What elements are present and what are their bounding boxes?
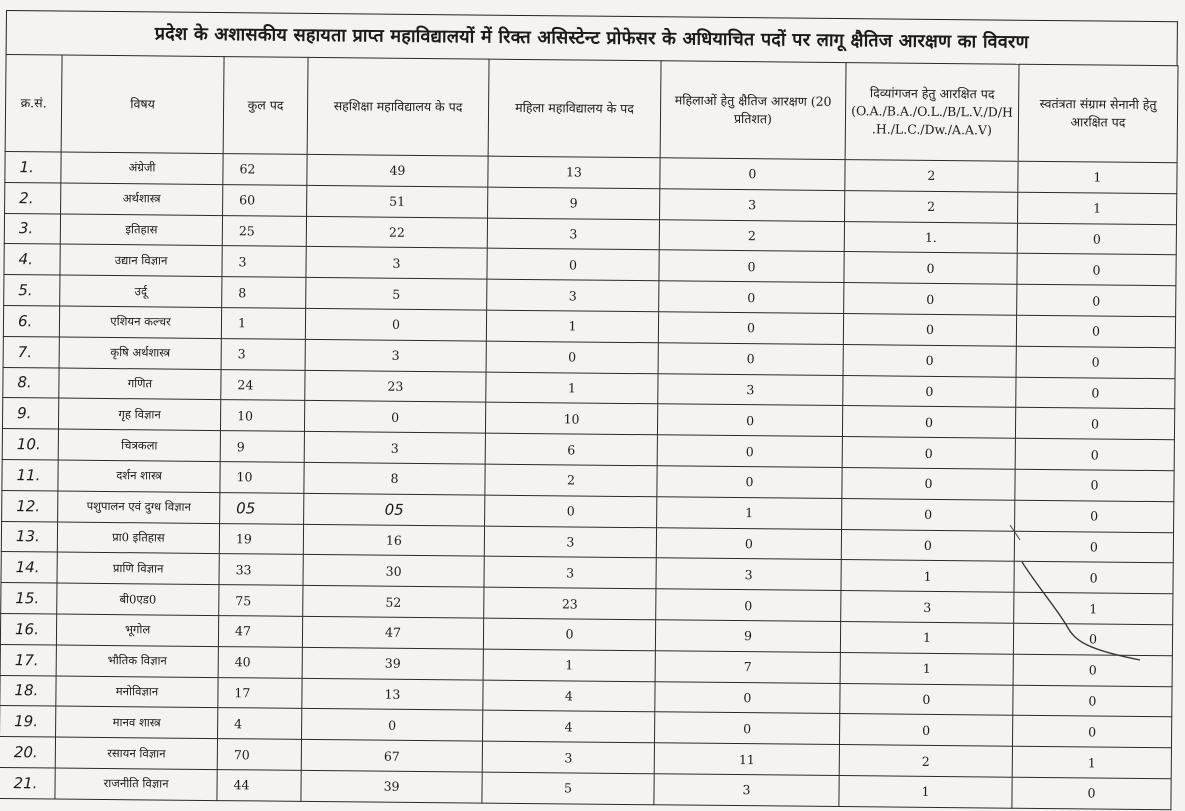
cell-divyang-reservation: 2 [845,160,1018,192]
cell-freedom-fighter-reservation: 1 [1012,746,1171,778]
cell-subject: एशियन कल्चर [59,306,221,338]
cell-divyang-reservation: 1 [840,621,1013,653]
cell-freedom-fighter-reservation: 1 [1018,192,1177,224]
cell-freedom-fighter-reservation: 0 [1013,654,1172,686]
document-title: प्रदेश के अशासकीय सहायता प्राप्त महाविद्यालयों में रिक्त असिस्टेन्ट प्रोफेसर के अधियाचित पदों पर लागू क्षैतिज आरक्षण का विवरण [6,10,1178,65]
cell-coed-posts: 0 [302,709,483,742]
cell-divyang-reservation: 0 [843,375,1016,407]
cell-serial: 1. [5,151,61,182]
cell-divyang-reservation: 0 [841,529,1014,561]
cell-total-posts: 60 [223,184,307,216]
cell-coed-posts: 51 [307,185,488,218]
cell-women-college-posts: 10 [485,402,657,434]
cell-serial: 13. [1,521,57,552]
cell-women-reservation: 0 [658,343,843,376]
cell-total-posts: 33 [219,554,303,586]
cell-coed-posts: 3 [305,339,486,372]
cell-coed-posts: 0 [304,401,485,434]
cell-total-posts: 70 [217,739,301,771]
cell-women-college-posts: 0 [485,495,657,527]
cell-coed-posts: 39 [301,770,482,803]
cell-subject: प्राणि विज्ञान [57,552,219,584]
cell-total-posts: 75 [219,585,303,617]
cell-total-posts: 19 [219,523,303,555]
cell-freedom-fighter-reservation: 0 [1014,562,1173,594]
cell-freedom-fighter-reservation: 0 [1016,315,1175,347]
cell-total-posts: 17 [218,677,302,709]
cell-women-reservation: 0 [654,712,839,745]
cell-women-reservation: 2 [659,219,844,252]
header-women-reservation: महिलाओं हेतु क्षैतिज आरक्षण (20 प्रतिशत) [660,61,846,160]
reservation-table [0,54,1179,810]
cell-women-college-posts: 1 [483,649,655,681]
document-page [0,10,1178,811]
cell-total-posts: 62 [223,154,307,186]
cell-women-college-posts: 0 [487,249,659,281]
cell-subject: राजनीति विज्ञान [55,768,217,800]
cell-subject: गृह विज्ञान [58,398,220,430]
cell-subject: कृषि अर्थशास्त्र [59,337,221,369]
cell-serial: 11. [2,459,58,490]
table-body [0,151,1177,809]
cell-coed-posts: 39 [302,647,483,680]
cell-divyang-reservation: 1 [841,560,1014,592]
cell-serial: 3. [4,213,60,244]
cell-total-posts: 8 [222,277,306,309]
cell-coed-posts: 49 [307,154,488,187]
cell-women-reservation: 0 [657,404,842,437]
cell-subject: उद्यान विज्ञान [60,244,222,276]
header-coed-posts: सहशिक्षा महाविद्यालय के पद [307,57,489,156]
cell-women-college-posts: 2 [485,464,657,496]
cell-freedom-fighter-reservation: 0 [1016,346,1175,378]
cell-coed-posts: 23 [305,370,486,403]
cell-divyang-reservation: 0 [843,314,1016,346]
cell-women-reservation: 0 [659,281,844,314]
cell-coed-posts: 5 [306,278,487,311]
cell-freedom-fighter-reservation: 0 [1014,531,1173,563]
cell-subject: रसायन विज्ञान [55,737,217,769]
cell-coed-posts: 05 [304,493,485,526]
cell-coed-posts: 13 [302,678,483,711]
header-women-college-posts: महिला महाविद्यालय के पद [488,59,661,158]
cell-women-college-posts: 13 [488,156,660,188]
cell-subject: इतिहास [60,214,222,246]
cell-subject: अर्थशास्त्र [61,183,223,215]
cell-serial: 12. [2,490,58,521]
cell-women-reservation: 9 [655,620,840,653]
cell-coed-posts: 67 [301,740,482,773]
cell-women-college-posts: 3 [482,741,654,773]
cell-freedom-fighter-reservation: 0 [1013,623,1172,655]
cell-divyang-reservation: 0 [843,344,1016,376]
cell-divyang-reservation: 0 [842,468,1015,500]
cell-women-college-posts: 9 [488,187,660,219]
cell-serial: 9. [2,398,58,429]
cell-serial: 10. [2,429,58,460]
cell-total-posts: 9 [220,431,304,463]
cell-women-reservation: 0 [657,466,842,499]
header-total-posts: कुल पद [223,57,308,155]
cell-total-posts: 47 [218,616,302,648]
cell-serial: 16. [0,613,56,644]
cell-women-reservation: 3 [654,774,839,807]
cell-women-college-posts: 1 [486,310,658,342]
cell-serial: 17. [0,644,56,675]
cell-divyang-reservation: 2 [839,745,1012,777]
cell-divyang-reservation: 1. [844,221,1017,253]
cell-divyang-reservation: 0 [840,683,1013,715]
cell-serial: 4. [4,244,60,275]
cell-women-reservation: 11 [654,743,839,776]
cell-divyang-reservation: 3 [841,591,1014,623]
cell-serial: 21. [0,767,55,798]
cell-total-posts: 4 [218,708,302,740]
cell-freedom-fighter-reservation: 0 [1016,377,1175,409]
cell-coed-posts: 52 [303,586,484,619]
cell-freedom-fighter-reservation: 0 [1012,777,1171,809]
cell-freedom-fighter-reservation: 0 [1015,500,1174,532]
cell-freedom-fighter-reservation: 0 [1012,716,1171,748]
cell-women-college-posts: 6 [485,433,657,465]
cell-subject: बी0एड0 [57,583,219,615]
cell-subject: भूगोल [56,614,218,646]
cell-freedom-fighter-reservation: 0 [1013,685,1172,717]
cell-women-reservation: 3 [658,373,843,406]
cell-women-college-posts: 23 [484,587,656,619]
header-divyang-reservation: दिव्यांगजन हेतु आरक्षित पद (O.A./B.A./O.L./B/L.V./D/H .H./L.C./Dw./A.A.V) [845,63,1019,162]
cell-freedom-fighter-reservation: 0 [1015,438,1174,470]
cell-divyang-reservation: 1 [839,775,1012,807]
cell-women-college-posts: 3 [487,279,659,311]
cell-women-college-posts: 0 [483,618,655,650]
cell-total-posts: 10 [220,462,304,494]
cell-freedom-fighter-reservation: 0 [1015,469,1174,501]
cell-coed-posts: 16 [303,524,484,557]
cell-subject: चित्रकला [58,429,220,461]
cell-women-reservation: 1 [657,497,842,530]
cell-coed-posts: 22 [306,216,487,249]
cell-subject: अंग्रेजी [61,152,223,184]
cell-subject: पशुपालन एवं दुग्ध विज्ञान [58,491,220,523]
cell-women-reservation: 0 [660,158,845,191]
cell-divyang-reservation: 0 [844,252,1017,284]
cell-serial: 8. [3,367,59,398]
cell-women-college-posts: 1 [486,372,658,404]
cell-total-posts: 10 [220,400,304,432]
cell-women-reservation: 7 [655,651,840,684]
cell-coed-posts: 3 [306,247,487,280]
cell-divyang-reservation: 1 [840,652,1013,684]
cell-freedom-fighter-reservation: 0 [1017,254,1176,286]
cell-women-reservation: 0 [656,527,841,560]
cell-total-posts: 3 [222,246,306,278]
cell-women-college-posts: 3 [484,526,656,558]
cell-subject: भौतिक विज्ञान [56,645,218,677]
cell-serial: 18. [0,675,56,706]
cell-serial: 6. [3,305,59,336]
cell-freedom-fighter-reservation: 0 [1017,284,1176,316]
cell-total-posts: 1 [221,308,305,340]
table-header-row [5,55,1178,163]
cell-divyang-reservation: 0 [842,406,1015,438]
cell-women-college-posts: 4 [483,710,655,742]
cell-women-reservation: 0 [658,312,843,345]
cell-total-posts: 24 [221,369,305,401]
cell-subject: मानव शास्त्र [56,706,218,738]
cell-subject: दर्शन शास्त्र [58,460,220,492]
cell-subject: गणित [59,368,221,400]
header-serial: क्र.सं. [5,55,62,153]
cell-serial: 7. [3,336,59,367]
cell-divyang-reservation: 2 [845,190,1018,222]
cell-women-reservation: 0 [656,589,841,622]
cell-women-reservation: 0 [655,681,840,714]
cell-coed-posts: 30 [303,555,484,588]
cell-serial: 14. [1,552,57,583]
cell-coed-posts: 47 [302,616,483,649]
cell-women-college-posts: 0 [486,341,658,373]
cell-coed-posts: 8 [304,462,485,495]
cell-divyang-reservation: 0 [844,283,1017,315]
cell-women-college-posts: 4 [483,680,655,712]
cell-divyang-reservation: 0 [842,498,1015,530]
header-subject: विषय [61,55,224,154]
header-freedom-fighter-reservation: स्वतंत्रता संग्राम सेनानी हेतु आरक्षित पद [1018,64,1178,163]
cell-freedom-fighter-reservation: 0 [1015,408,1174,440]
cell-total-posts: 3 [221,338,305,370]
cell-freedom-fighter-reservation: 1 [1014,592,1173,624]
cell-total-posts: 05 [220,492,304,524]
cell-coed-posts: 3 [304,432,485,465]
cell-women-reservation: 3 [660,189,845,222]
cell-serial: 5. [4,275,60,306]
cell-divyang-reservation: 0 [839,714,1012,746]
cell-freedom-fighter-reservation: 1 [1018,161,1177,193]
cell-subject: उर्दू [60,275,222,307]
cell-coed-posts: 0 [305,308,486,341]
cell-subject: प्रा0 इतिहास [57,522,219,554]
cell-serial: 2. [5,182,61,213]
cell-total-posts: 25 [222,215,306,247]
cell-serial: 15. [1,583,57,614]
cell-women-college-posts: 3 [487,218,659,250]
cell-women-college-posts: 5 [482,772,654,804]
cell-women-college-posts: 3 [484,556,656,588]
cell-serial: 20. [0,737,56,768]
cell-serial: 19. [0,706,56,737]
cell-subject: मनोविज्ञान [56,676,218,708]
cell-divyang-reservation: 0 [842,437,1015,469]
cell-women-reservation: 3 [656,558,841,591]
cell-total-posts: 44 [217,770,301,802]
cell-women-reservation: 0 [659,250,844,283]
cell-total-posts: 40 [218,646,302,678]
cell-women-reservation: 0 [657,435,842,468]
cell-freedom-fighter-reservation: 0 [1017,223,1176,255]
